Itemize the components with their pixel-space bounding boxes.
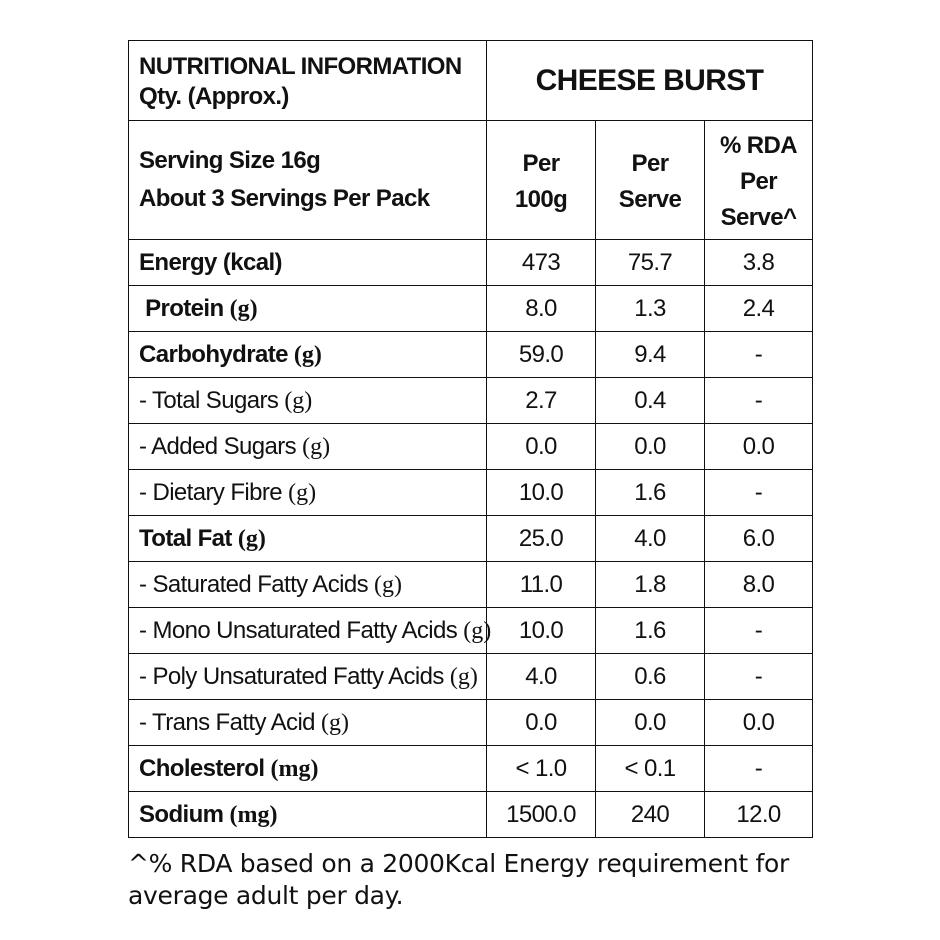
nutrient-name: - Mono Unsaturated Fatty Acids: [139, 616, 464, 644]
nutrient-label: [129, 654, 487, 700]
value-rda: -: [705, 332, 813, 378]
table-row: [129, 240, 813, 286]
value-rda: 0.0: [705, 424, 813, 470]
value-per-serve: 1.8: [596, 562, 705, 608]
value-rda: 6.0: [705, 516, 813, 562]
table-row: [129, 378, 813, 424]
nutrient-name: - Total Sugars: [139, 386, 285, 414]
nutrient-label: [129, 746, 487, 792]
nutrient-label: [129, 700, 487, 746]
nutrition-table: [128, 40, 813, 838]
nutrient-name: - Dietary Fibre: [139, 478, 289, 506]
nutrient-name: Cholesterol: [139, 754, 271, 782]
footnote-line-2: average adult per day.: [128, 881, 404, 910]
value-per-100g: 59.0: [487, 332, 596, 378]
value-per-serve: 1.3: [596, 286, 705, 332]
nutrient-unit: (mg): [229, 801, 278, 828]
column-header-per-100g: Per 100g: [487, 121, 596, 240]
value-rda: -: [705, 470, 813, 516]
nutrient-name: - Added Sugars: [139, 432, 303, 460]
table-subtitle: Qty. (Approx.): [139, 82, 289, 110]
value-per-100g: < 1.0: [487, 746, 596, 792]
nutrient-label: [129, 516, 487, 562]
value-rda: 8.0: [705, 562, 813, 608]
value-per-100g: 473: [487, 240, 596, 286]
nutrient-name: Protein: [139, 294, 230, 322]
value-per-100g: 0.0: [487, 700, 596, 746]
column-header-per-serve: Per Serve: [596, 121, 705, 240]
table-row: [129, 562, 813, 608]
nutrient-unit: (g): [321, 709, 349, 736]
value-per-serve: 1.6: [596, 608, 705, 654]
table-row: [129, 424, 813, 470]
nutrient-unit: (g): [449, 663, 478, 690]
nutrient-name: Sodium: [139, 800, 230, 828]
value-per-serve: 1.6: [596, 470, 705, 516]
servings-per-pack: About 3 Servings Per Pack: [139, 185, 430, 212]
nutrient-label: [129, 608, 492, 654]
value-per-serve: 240: [596, 792, 705, 838]
footnote: [128, 848, 828, 912]
nutrient-unit: (g): [288, 479, 317, 506]
footnote-line-1: ^% RDA based on a 2000Kcal Energy requirement for: [128, 849, 789, 878]
column-header-row: [129, 121, 813, 240]
header-row: [129, 41, 813, 121]
value-per-serve: 9.4: [596, 332, 705, 378]
nutrient-name: - Saturated Fatty Acids: [139, 570, 375, 598]
nutrient-unit: (g): [237, 525, 266, 552]
table-row: [129, 286, 813, 332]
value-rda: -: [705, 654, 813, 700]
nutrient-label: [129, 286, 487, 332]
table-row: [129, 516, 813, 562]
value-per-100g: 4.0: [487, 654, 596, 700]
value-per-100g: 11.0: [487, 562, 596, 608]
value-per-serve: 0.0: [596, 700, 705, 746]
column-header-rda: % RDA Per Serve^: [705, 121, 813, 240]
nutrient-label: [129, 470, 487, 516]
nutrient-label: [129, 378, 487, 424]
value-per-100g: 10.0: [487, 470, 596, 516]
table-title-cell: [129, 41, 487, 121]
value-per-100g: 1500.0: [487, 792, 596, 838]
value-per-100g: 2.7: [487, 378, 596, 424]
value-rda: 2.4: [705, 286, 813, 332]
table-row: [129, 470, 813, 516]
nutrient-label: [129, 562, 487, 608]
table-row: [129, 332, 813, 378]
nutrient-unit: (g): [302, 433, 331, 460]
table-row: [129, 746, 813, 792]
value-per-serve: 0.6: [596, 654, 705, 700]
table-row: [129, 792, 813, 838]
nutrient-name: Total Fat: [139, 524, 238, 552]
serving-info-cell: [129, 121, 487, 240]
value-per-100g: 25.0: [487, 516, 596, 562]
nutrient-name: Energy (kcal): [139, 248, 282, 276]
value-rda: 0.0: [705, 700, 813, 746]
value-per-serve: 0.4: [596, 378, 705, 424]
nutrient-label: [129, 332, 487, 378]
value-per-100g: 8.0: [487, 286, 596, 332]
nutrient-unit: (g): [229, 295, 258, 322]
value-per-serve: 4.0: [596, 516, 705, 562]
value-per-serve: < 0.1: [596, 746, 705, 792]
value-per-100g: 10.0: [487, 608, 596, 654]
nutrient-name: - Poly Unsaturated Fatty Acids: [139, 662, 450, 690]
nutrient-unit: (g): [284, 387, 313, 414]
value-per-serve: 75.7: [596, 240, 705, 286]
table-row: [129, 608, 813, 654]
table-title: NUTRITIONAL INFORMATION: [139, 52, 462, 80]
value-per-serve: 0.0: [596, 424, 705, 470]
value-rda: 12.0: [705, 792, 813, 838]
value-rda: -: [705, 746, 813, 792]
nutrient-label: [129, 792, 487, 838]
serving-size: Serving Size 16g: [139, 147, 321, 174]
value-per-100g: 0.0: [487, 424, 596, 470]
nutrient-label: [129, 240, 487, 286]
nutrient-unit: (g): [463, 617, 492, 644]
nutrient-unit: (mg): [270, 755, 319, 782]
value-rda: 3.8: [705, 240, 813, 286]
nutrition-panel: [128, 40, 813, 838]
table-row: [129, 654, 813, 700]
nutrient-label: [129, 424, 487, 470]
nutrient-name: Carbohydrate: [139, 340, 294, 368]
nutrient-unit: (g): [293, 341, 322, 368]
value-rda: -: [705, 608, 813, 654]
nutrient-name: - Trans Fatty Acid: [139, 708, 321, 736]
table-row: [129, 700, 813, 746]
value-rda: -: [705, 378, 813, 424]
product-name: CHEESE BURST: [487, 41, 813, 121]
nutrient-unit: (g): [374, 571, 403, 598]
